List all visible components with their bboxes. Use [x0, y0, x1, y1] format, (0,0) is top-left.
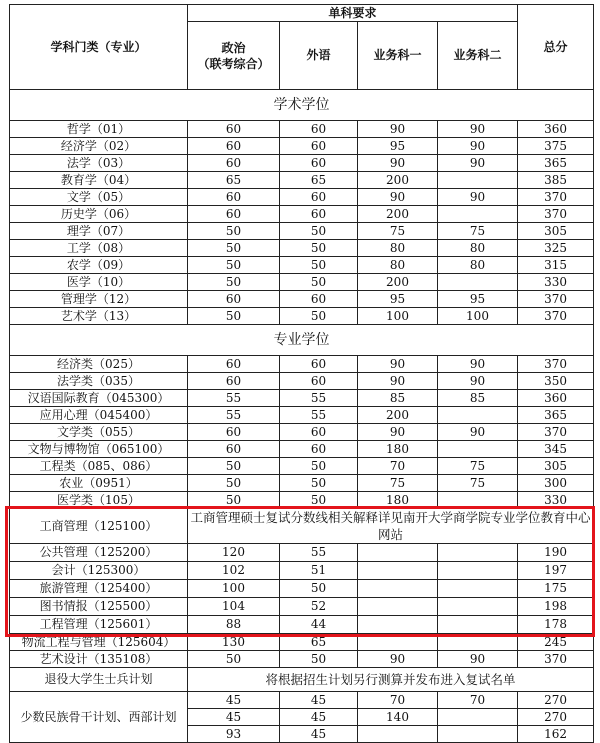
cell-politics: 60 — [188, 138, 280, 155]
table-row — [10, 580, 594, 598]
cell-subject2 — [438, 598, 518, 616]
table-row — [10, 562, 594, 580]
cell-foreign: 45 — [280, 709, 358, 726]
cell-subject2: 90 — [438, 155, 518, 172]
cell-politics: 120 — [188, 544, 280, 562]
cell-foreign: 60 — [280, 138, 358, 155]
cell-foreign: 50 — [280, 492, 358, 509]
cell-foreign: 55 — [280, 544, 358, 562]
cell-foreign: 60 — [280, 356, 358, 373]
cell-subject1: 80 — [358, 240, 438, 257]
cell-politics: 50 — [188, 475, 280, 492]
cell-name: 物流工程与管理（125604） — [10, 634, 188, 651]
cell-foreign: 60 — [280, 441, 358, 458]
cell-foreign: 50 — [280, 651, 358, 668]
table-row — [10, 206, 594, 223]
cell-subject1: 90 — [358, 373, 438, 390]
cell-politics: 60 — [188, 441, 280, 458]
mba-note: 工商管理硕士复试分数线相关解释详见南开大学商学院专业学位教育中心网站 — [188, 509, 594, 544]
cell-subject2: 75 — [438, 223, 518, 240]
header-category: 学科门类（专业） — [10, 5, 188, 90]
cell-subject2: 90 — [438, 373, 518, 390]
cell-subject1 — [358, 562, 438, 580]
score-table-container — [9, 4, 593, 743]
table-row — [10, 291, 594, 308]
cell-politics: 60 — [188, 356, 280, 373]
cell-total: 162 — [518, 726, 594, 743]
cell-foreign: 50 — [280, 458, 358, 475]
cell-subject2: 90 — [438, 356, 518, 373]
cell-total: 325 — [518, 240, 594, 257]
cell-subject2 — [438, 562, 518, 580]
cell-subject2: 100 — [438, 308, 518, 325]
cell-subject2: 95 — [438, 291, 518, 308]
cell-foreign: 50 — [280, 274, 358, 291]
cell-total: 305 — [518, 223, 594, 240]
header-subject1: 业务科一 — [358, 22, 438, 90]
cell-subject2: 75 — [438, 475, 518, 492]
cell-subject1: 90 — [358, 121, 438, 138]
cell-total: 270 — [518, 709, 594, 726]
cell-name: 工程类（085、086） — [10, 458, 188, 475]
cell-total: 300 — [518, 475, 594, 492]
score-requirements-table — [9, 4, 594, 743]
cell-foreign: 60 — [280, 189, 358, 206]
cell-subject1: 200 — [358, 274, 438, 291]
cell-total: 370 — [518, 356, 594, 373]
cell-subject2: 90 — [438, 121, 518, 138]
cell-subject1: 70 — [358, 692, 438, 709]
cell-foreign: 60 — [280, 373, 358, 390]
table-row — [10, 390, 594, 407]
table-row — [10, 598, 594, 616]
cell-subject1: 85 — [358, 390, 438, 407]
cell-foreign: 60 — [280, 206, 358, 223]
cell-politics: 50 — [188, 492, 280, 509]
cell-subject1: 200 — [358, 172, 438, 189]
cell-politics: 55 — [188, 407, 280, 424]
table-row — [10, 308, 594, 325]
section-academic-title: 学术学位 — [10, 90, 594, 121]
table-row — [10, 692, 594, 709]
table-row — [10, 240, 594, 257]
cell-total: 245 — [518, 634, 594, 651]
cell-name: 公共管理（125200） — [10, 544, 188, 562]
cell-politics: 60 — [188, 206, 280, 223]
cell-total: 360 — [518, 390, 594, 407]
cell-total: 370 — [518, 424, 594, 441]
table-row — [10, 544, 594, 562]
cell-name: 文学类（055） — [10, 424, 188, 441]
table-body-management — [10, 509, 594, 668]
cell-foreign: 50 — [280, 475, 358, 492]
cell-name: 文物与博物馆（065100） — [10, 441, 188, 458]
cell-subject1: 90 — [358, 155, 438, 172]
cell-foreign: 65 — [280, 634, 358, 651]
cell-name: 医学（10） — [10, 274, 188, 291]
cell-subject1 — [358, 598, 438, 616]
table-row — [10, 475, 594, 492]
cell-subject2: 80 — [438, 240, 518, 257]
table-row — [10, 424, 594, 441]
table-row — [10, 651, 594, 668]
veterans-row — [10, 668, 594, 692]
header-single-subject: 单科要求 — [188, 5, 518, 22]
cell-total: 370 — [518, 308, 594, 325]
cell-name: 农业（0951） — [10, 475, 188, 492]
cell-total: 365 — [518, 407, 594, 424]
cell-total: 385 — [518, 172, 594, 189]
table-row — [10, 189, 594, 206]
veterans-name: 退役大学生士兵计划 — [10, 668, 188, 692]
cell-name: 经济类（025） — [10, 356, 188, 373]
table-row — [10, 407, 594, 424]
header-politics-line1: 政治 — [221, 40, 246, 55]
cell-subject1: 75 — [358, 475, 438, 492]
cell-name: 图书情报（125500） — [10, 598, 188, 616]
table-row — [10, 223, 594, 240]
cell-name: 经济学（02） — [10, 138, 188, 155]
table-row — [10, 492, 594, 509]
table-row — [10, 257, 594, 274]
cell-total: 370 — [518, 189, 594, 206]
cell-total: 175 — [518, 580, 594, 598]
section-professional-title: 专业学位 — [10, 325, 594, 356]
cell-subject1: 80 — [358, 257, 438, 274]
cell-foreign: 45 — [280, 692, 358, 709]
cell-name: 艺术学（13） — [10, 308, 188, 325]
cell-subject1: 200 — [358, 206, 438, 223]
cell-total: 330 — [518, 274, 594, 291]
cell-total: 305 — [518, 458, 594, 475]
cell-subject1: 180 — [358, 492, 438, 509]
cell-politics: 102 — [188, 562, 280, 580]
cell-foreign: 50 — [280, 580, 358, 598]
cell-name: 汉语国际教育（045300） — [10, 390, 188, 407]
cell-total: 370 — [518, 291, 594, 308]
cell-politics: 100 — [188, 580, 280, 598]
cell-subject1 — [358, 544, 438, 562]
section-academic — [10, 90, 594, 121]
minority-name: 少数民族骨干计划、西部计划 — [10, 692, 188, 743]
cell-subject2: 85 — [438, 390, 518, 407]
cell-politics: 130 — [188, 634, 280, 651]
cell-subject2 — [438, 709, 518, 726]
cell-subject2: 90 — [438, 651, 518, 668]
cell-total: 350 — [518, 373, 594, 390]
cell-politics: 60 — [188, 189, 280, 206]
table-body — [10, 90, 594, 325]
cell-politics: 45 — [188, 692, 280, 709]
cell-subject1: 95 — [358, 291, 438, 308]
cell-total: 375 — [518, 138, 594, 155]
table-row — [10, 616, 594, 634]
cell-subject1: 90 — [358, 356, 438, 373]
table-row — [10, 138, 594, 155]
cell-foreign: 50 — [280, 308, 358, 325]
section-professional — [10, 325, 594, 356]
cell-foreign: 50 — [280, 240, 358, 257]
cell-subject2 — [438, 407, 518, 424]
header-politics — [188, 22, 280, 90]
cell-total: 178 — [518, 616, 594, 634]
cell-foreign: 65 — [280, 172, 358, 189]
cell-subject1: 90 — [358, 189, 438, 206]
cell-politics: 50 — [188, 257, 280, 274]
cell-name: 医学类（105） — [10, 492, 188, 509]
cell-subject2 — [438, 726, 518, 743]
cell-total: 190 — [518, 544, 594, 562]
mba-row — [10, 509, 594, 544]
cell-subject1 — [358, 634, 438, 651]
cell-name: 工学（08） — [10, 240, 188, 257]
table-row — [10, 373, 594, 390]
cell-total: 270 — [518, 692, 594, 709]
cell-subject2 — [438, 634, 518, 651]
cell-name: 艺术设计（135108） — [10, 651, 188, 668]
cell-foreign: 60 — [280, 424, 358, 441]
cell-politics: 50 — [188, 223, 280, 240]
cell-politics: 50 — [188, 308, 280, 325]
cell-politics: 60 — [188, 121, 280, 138]
cell-foreign: 55 — [280, 390, 358, 407]
cell-politics: 60 — [188, 373, 280, 390]
veterans-note: 将根据招生计划另行测算并发布进入复试名单 — [188, 668, 594, 692]
cell-name: 理学（07） — [10, 223, 188, 240]
cell-politics: 45 — [188, 709, 280, 726]
cell-subject2 — [438, 580, 518, 598]
cell-name: 法学类（035） — [10, 373, 188, 390]
mba-name: 工商管理（125100） — [10, 509, 188, 544]
cell-total: 370 — [518, 651, 594, 668]
cell-politics: 104 — [188, 598, 280, 616]
cell-subject1: 140 — [358, 709, 438, 726]
cell-politics: 60 — [188, 424, 280, 441]
cell-subject2 — [438, 441, 518, 458]
cell-subject2: 90 — [438, 424, 518, 441]
cell-total: 345 — [518, 441, 594, 458]
cell-foreign: 60 — [280, 291, 358, 308]
cell-foreign: 50 — [280, 223, 358, 240]
cell-subject2 — [438, 544, 518, 562]
header-politics-line2: （联考综合） — [197, 56, 270, 71]
cell-name: 文学（05） — [10, 189, 188, 206]
cell-subject2 — [438, 274, 518, 291]
cell-foreign: 44 — [280, 616, 358, 634]
cell-name: 旅游管理（125400） — [10, 580, 188, 598]
cell-politics: 93 — [188, 726, 280, 743]
cell-name: 教育学（04） — [10, 172, 188, 189]
cell-politics: 60 — [188, 291, 280, 308]
cell-subject2: 90 — [438, 138, 518, 155]
cell-subject2 — [438, 172, 518, 189]
cell-subject1: 180 — [358, 441, 438, 458]
cell-subject2: 70 — [438, 692, 518, 709]
cell-politics: 55 — [188, 390, 280, 407]
cell-politics: 88 — [188, 616, 280, 634]
cell-foreign: 50 — [280, 257, 358, 274]
cell-subject2: 75 — [438, 458, 518, 475]
cell-name: 工程管理（125601） — [10, 616, 188, 634]
cell-name: 法学（03） — [10, 155, 188, 172]
table-row — [10, 274, 594, 291]
cell-subject1: 90 — [358, 424, 438, 441]
cell-politics: 60 — [188, 155, 280, 172]
table-body-professional — [10, 325, 594, 509]
header-subject2: 业务科二 — [438, 22, 518, 90]
table-row — [10, 121, 594, 138]
cell-subject1 — [358, 616, 438, 634]
cell-name: 农学（09） — [10, 257, 188, 274]
cell-total: 197 — [518, 562, 594, 580]
table-row — [10, 356, 594, 373]
cell-name: 应用心理（045400） — [10, 407, 188, 424]
table-row — [10, 172, 594, 189]
cell-subject1: 100 — [358, 308, 438, 325]
cell-foreign: 52 — [280, 598, 358, 616]
cell-politics: 50 — [188, 651, 280, 668]
table-row — [10, 155, 594, 172]
cell-foreign: 45 — [280, 726, 358, 743]
cell-total: 315 — [518, 257, 594, 274]
cell-subject2 — [438, 616, 518, 634]
cell-subject1: 70 — [358, 458, 438, 475]
cell-subject2: 90 — [438, 189, 518, 206]
cell-politics: 50 — [188, 240, 280, 257]
table-body-special — [10, 668, 594, 743]
cell-name: 管理学（12） — [10, 291, 188, 308]
cell-subject2 — [438, 206, 518, 223]
cell-subject2 — [438, 492, 518, 509]
cell-name: 历史学（06） — [10, 206, 188, 223]
cell-subject2: 80 — [438, 257, 518, 274]
cell-total: 365 — [518, 155, 594, 172]
cell-foreign: 55 — [280, 407, 358, 424]
cell-politics: 50 — [188, 458, 280, 475]
cell-subject1: 200 — [358, 407, 438, 424]
cell-foreign: 60 — [280, 121, 358, 138]
cell-name: 会计（125300） — [10, 562, 188, 580]
cell-total: 198 — [518, 598, 594, 616]
header-total: 总分 — [518, 5, 594, 90]
table-row — [10, 458, 594, 475]
cell-total: 370 — [518, 206, 594, 223]
cell-politics: 50 — [188, 274, 280, 291]
cell-subject1: 95 — [358, 138, 438, 155]
cell-total: 330 — [518, 492, 594, 509]
table-row — [10, 634, 594, 651]
cell-foreign: 60 — [280, 155, 358, 172]
cell-subject1 — [358, 580, 438, 598]
cell-politics: 65 — [188, 172, 280, 189]
cell-subject1 — [358, 726, 438, 743]
table-row — [10, 441, 594, 458]
cell-name: 哲学（01） — [10, 121, 188, 138]
cell-subject1: 75 — [358, 223, 438, 240]
header-foreign: 外语 — [280, 22, 358, 90]
cell-total: 360 — [518, 121, 594, 138]
cell-subject1: 90 — [358, 651, 438, 668]
cell-foreign: 51 — [280, 562, 358, 580]
